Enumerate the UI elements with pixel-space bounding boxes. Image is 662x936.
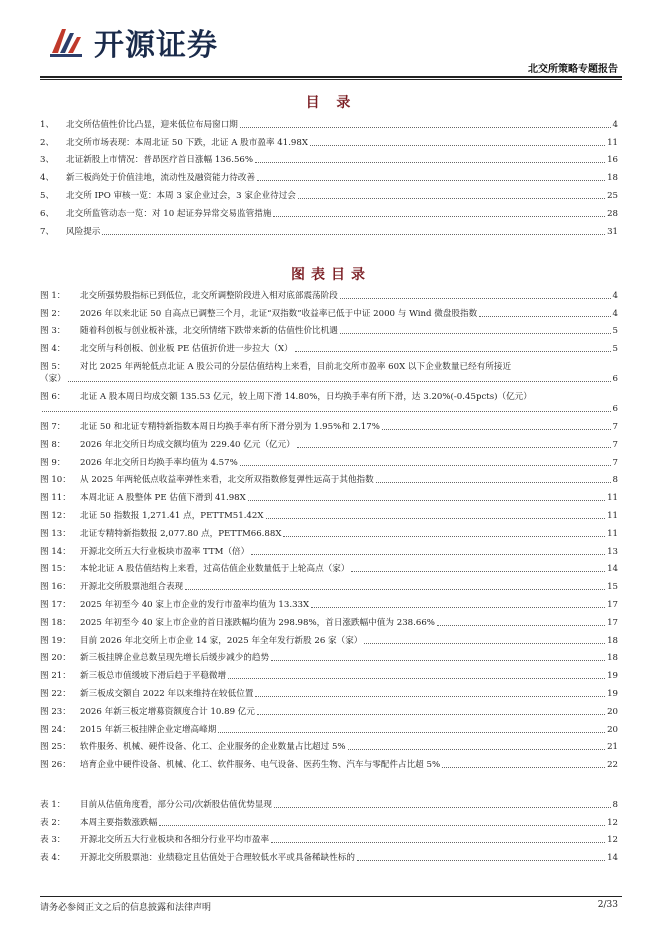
toc-entry[interactable] <box>40 558 618 576</box>
table-list <box>40 793 618 864</box>
entry-title: 开源北交所五大行业板块和各细分行业平均市盈率 <box>80 835 270 846</box>
entry-page: 11 <box>607 493 618 504</box>
header-divider-thin <box>40 79 622 80</box>
brand-logo <box>46 20 218 64</box>
entry-number: 图 2： <box>40 308 66 319</box>
entry-title-continued: （家） <box>40 374 66 385</box>
entry-page: 12 <box>607 835 618 846</box>
entry-page: 31 <box>607 226 618 237</box>
entry-page: 8 <box>612 799 618 810</box>
entry-title: 对比 2025 年两轮低点北证 A 股公司的分层估值结构上来看，目前北交所市盈率 60X 以下企业数量已经有所接近 <box>80 362 512 373</box>
entry-number: 图 1： <box>40 290 66 301</box>
entry-number: 图 24： <box>40 724 71 735</box>
entry-page: 18 <box>607 173 618 184</box>
entry-page: 11 <box>607 137 618 148</box>
toc-list <box>40 113 618 238</box>
entry-title: 北证 A 股本周日均成交额 135.53 亿元，较上周下滑 14.80%，日均换手率有所下滑，达 3.20%(-0.45pcts)（亿元） <box>80 392 532 403</box>
entry-title: 北交所 IPO 审核一览：本周 3 家企业过会，3 家企业待过会 <box>66 190 296 201</box>
entry-page: 14 <box>607 853 618 864</box>
toc-entry[interactable] <box>40 593 618 611</box>
dot-leader <box>357 860 605 861</box>
entry-title: 新三板总市值缓坡下滑后趋于平稳微增 <box>80 671 227 682</box>
entry-number: 图 17： <box>40 599 71 610</box>
figure-list-title: 图表目录 <box>291 267 371 283</box>
entry-title: 软件服务、机械、硬件设备、化工、企业服务的企业数量占比超过 5% <box>80 742 346 753</box>
entry-title: 本轮北证 A 股估值结构上来看，过高估值企业数量低于上轮高点（家） <box>80 564 350 575</box>
toc-entry[interactable] <box>40 302 618 320</box>
entry-number: 图 4： <box>40 344 66 355</box>
entry-title: 本周主要指数涨跌幅 <box>80 817 158 828</box>
entry-title: 目前 2026 年北交所上市企业 14 家，2025 年全年发行新股 26 家（家） <box>80 635 363 646</box>
dot-leader <box>295 351 611 352</box>
entry-page: 22 <box>607 760 618 771</box>
entry-number: 图 3： <box>40 326 66 337</box>
entry-title: 北交所监管动态一览：对 10 起证券异常交易监管措施 <box>66 208 272 219</box>
entry-number: 图 9： <box>40 457 66 468</box>
toc-entry[interactable] <box>40 811 618 829</box>
entry-title: 2015 年新三板挂牌企业定增高峰期 <box>80 724 217 735</box>
dot-leader <box>251 554 605 555</box>
toc-entry[interactable] <box>40 320 618 338</box>
entry-page: 12 <box>607 817 618 828</box>
dot-leader <box>228 678 605 679</box>
toc-entry[interactable] <box>40 113 618 131</box>
entry-page: 4 <box>612 290 618 301</box>
footer-divider <box>40 896 622 897</box>
entry-page: 7 <box>612 457 618 468</box>
entry-page: 13 <box>607 546 618 557</box>
entry-number: 图 12： <box>40 510 71 521</box>
entry-number: 图 19： <box>40 635 71 646</box>
toc-entry[interactable] <box>40 718 618 736</box>
entry-number: 图 8： <box>40 439 66 450</box>
dot-leader <box>271 660 605 661</box>
toc-entry[interactable] <box>40 846 618 864</box>
entry-page: 15 <box>607 582 618 593</box>
entry-title: 开源北交所股票池：业绩稳定且估值处于合理较低水平或具备稀缺性标的 <box>80 853 356 864</box>
entry-number: 图 21： <box>40 671 71 682</box>
report-type-label: 北交所策略专题报告 <box>528 64 618 75</box>
toc-entry[interactable] <box>40 415 618 433</box>
dot-leader <box>283 536 605 537</box>
entry-title: 北证 50 指数报 1,271.41 点，PETTM51.42X <box>80 510 264 521</box>
entry-title: 风险提示 <box>66 226 101 237</box>
dot-leader <box>255 696 605 697</box>
entry-title: 培育企业中硬件设备、机械、化工、软件服务、电气设备、医药生物、汽车与零配件占比超 5% <box>80 760 441 771</box>
entry-number: 图 13： <box>40 528 71 539</box>
toc-entry[interactable] <box>40 575 618 593</box>
entry-number: 图 10： <box>40 475 71 486</box>
entry-page: 5 <box>612 344 618 355</box>
toc-entry[interactable] <box>40 753 618 771</box>
entry-page: 4 <box>612 119 618 130</box>
dot-leader <box>102 234 605 235</box>
toc-entry[interactable] <box>40 220 618 238</box>
figure-list <box>40 284 618 771</box>
toc-entry[interactable] <box>40 284 618 302</box>
entry-number: 图 15： <box>40 564 71 575</box>
entry-title: 北证 50 和北证专精特新指数本周日均换手率有所下滑分别为 1.95%和 2.17% <box>80 421 380 432</box>
dot-leader <box>159 825 605 826</box>
toc-entry[interactable] <box>40 793 618 811</box>
dot-leader <box>248 500 605 501</box>
dot-leader <box>376 482 611 483</box>
entry-number: 图 14： <box>40 546 71 557</box>
dot-leader <box>271 842 605 843</box>
entry-number: 图 5： <box>40 362 66 373</box>
entry-number: 表 1： <box>40 799 66 810</box>
entry-title: 北证新股上市情况：普昂医疗首日涨幅 136.56% <box>66 155 254 166</box>
entry-title: 新三板挂牌企业总数呈现先增长后缓步减少的趋势 <box>80 653 270 664</box>
entry-page: 21 <box>607 742 618 753</box>
entry-page: 18 <box>607 653 618 664</box>
entry-page: 7 <box>612 421 618 432</box>
kaiyuan-logo-icon <box>46 23 88 61</box>
entry-title: 新三板尚处于价值洼地，流动性及融资能力待改善 <box>66 173 256 184</box>
toc-entry[interactable] <box>40 385 618 415</box>
dot-leader <box>273 216 605 217</box>
entry-page: 20 <box>607 724 618 735</box>
dot-leader <box>479 316 610 317</box>
toc-entry[interactable] <box>40 337 618 355</box>
toc-entry[interactable] <box>40 451 618 469</box>
dot-leader <box>274 807 611 808</box>
entry-page: 5 <box>612 326 618 337</box>
dot-leader <box>240 465 611 466</box>
toc-entry[interactable] <box>40 682 618 700</box>
entry-page: 28 <box>607 208 618 219</box>
entry-title: 新三板成交额自 2022 年以来维持在较低位置 <box>80 688 254 699</box>
dot-leader <box>257 714 605 715</box>
dot-leader <box>437 625 605 626</box>
entry-number: 3、 <box>40 155 55 166</box>
entry-title: 北交所市场表现：本周北证 50 下跌，北证 A 股市盈率 41.98X <box>66 137 308 148</box>
entry-title: 2026 年新三板定增募资额度合计 10.89 亿元 <box>80 706 255 717</box>
footer-disclaimer: 请务必参阅正文之后的信息披露和法律声明 <box>40 903 212 913</box>
entry-title: 北证专精特新指数报 2,077.80 点，PETTM66.88X <box>80 528 282 539</box>
entry-page: 20 <box>607 706 618 717</box>
entry-title: 从 2025 年两轮低点收益率弹性来看，北交所双指数修复弹性远高于其他指数 <box>80 475 374 486</box>
page-number: 2/33 <box>597 900 618 910</box>
entry-title: 北交所估值性价比凸显，迎来低位布局窗口期 <box>66 119 238 130</box>
entry-title: 本周北证 A 股整体 PE 估值下滑到 41.98X <box>80 493 246 504</box>
dot-leader <box>255 162 605 163</box>
brand-name: 开源证券 <box>94 28 218 63</box>
entry-title: 2025 年初至今 40 家上市企业的首日涨跌幅均值为 298.98%，首日涨跌幅中值为 238.66% <box>80 617 435 628</box>
toc-entry[interactable] <box>40 355 618 385</box>
toc-title: 目 录 <box>305 95 357 111</box>
entry-number: 图 11： <box>40 493 71 504</box>
entry-page: 18 <box>607 635 618 646</box>
dot-leader <box>348 749 605 750</box>
toc-entry[interactable] <box>40 149 618 167</box>
entry-page: 19 <box>607 688 618 699</box>
entry-page: 6 <box>612 404 618 415</box>
toc-entry[interactable] <box>40 166 618 184</box>
entry-number: 2、 <box>40 137 55 148</box>
toc-entry[interactable] <box>40 629 618 647</box>
toc-entry[interactable] <box>40 829 618 847</box>
entry-title: 2025 年初至今 40 家上市企业的发行市盈率均值为 13.33X <box>80 599 310 610</box>
dot-leader <box>42 411 611 412</box>
dot-leader <box>311 607 605 608</box>
entry-page: 19 <box>607 671 618 682</box>
entry-number: 图 20： <box>40 653 71 664</box>
entry-number: 图 22： <box>40 688 71 699</box>
toc-entry[interactable] <box>40 611 618 629</box>
dot-leader <box>351 571 605 572</box>
toc-entry[interactable] <box>40 736 618 754</box>
toc-entry[interactable] <box>40 131 618 149</box>
entry-title: 目前从估值角度看，部分公司/次新股估值优势显现 <box>80 799 272 810</box>
dot-leader <box>240 127 611 128</box>
dot-leader <box>340 298 611 299</box>
dot-leader <box>310 145 605 146</box>
entry-number: 图 23： <box>40 706 71 717</box>
entry-number: 图 26： <box>40 760 71 771</box>
entry-number: 图 25： <box>40 742 71 753</box>
dot-leader <box>340 333 611 334</box>
toc-entry[interactable] <box>40 433 618 451</box>
dot-leader <box>364 643 605 644</box>
header-divider <box>40 76 622 78</box>
entry-number: 4、 <box>40 173 55 184</box>
entry-page: 17 <box>607 599 618 610</box>
entry-number: 图 18： <box>40 617 71 628</box>
entry-number: 表 4： <box>40 853 66 864</box>
entry-number: 图 16： <box>40 582 71 593</box>
entry-title: 2026 年北交所日均成交额均值为 229.40 亿元（亿元） <box>80 439 295 450</box>
entry-page: 8 <box>612 475 618 486</box>
entry-page: 16 <box>607 155 618 166</box>
entry-title: 2026 年北交所日均换手率均值为 4.57% <box>80 457 238 468</box>
dot-leader <box>185 589 605 590</box>
dot-leader <box>218 732 605 733</box>
entry-page: 4 <box>612 308 618 319</box>
toc-entry[interactable] <box>40 184 618 202</box>
entry-page: 25 <box>607 190 618 201</box>
entry-number: 表 3： <box>40 835 66 846</box>
dot-leader <box>442 767 605 768</box>
entry-title: 随着科创板与创业板补涨，北交所情绪下跌带来新的估值性价比机遇 <box>80 326 338 337</box>
dot-leader <box>298 198 605 199</box>
entry-page: 14 <box>607 564 618 575</box>
entry-number: 5、 <box>40 190 55 201</box>
entry-page: 17 <box>607 617 618 628</box>
entry-title: 开源北交所股票池组合表现 <box>80 582 184 593</box>
toc-entry[interactable] <box>40 202 618 220</box>
toc-entry[interactable] <box>40 700 618 718</box>
toc-entry[interactable] <box>40 504 618 522</box>
entry-page: 6 <box>612 374 618 385</box>
dot-leader <box>257 180 605 181</box>
toc-entry[interactable] <box>40 664 618 682</box>
toc-entry[interactable] <box>40 522 618 540</box>
entry-title: 2026 年以来北证 50 自高点已调整三个月，北证“双指数”收益率已低于中证 2000 与 Wind 微盘股指数 <box>80 308 478 319</box>
toc-entry[interactable] <box>40 486 618 504</box>
toc-entry[interactable] <box>40 540 618 558</box>
entry-number: 7、 <box>40 226 55 237</box>
entry-title: 开源北交所五大行业板块市盈率 TTM（倍） <box>80 546 250 557</box>
dot-leader <box>68 381 611 382</box>
entry-number: 1、 <box>40 119 55 130</box>
entry-number: 图 7： <box>40 421 66 432</box>
dot-leader <box>382 429 611 430</box>
entry-title: 北交所与科创板、创业板 PE 估值折价进一步拉大（X） <box>80 344 293 355</box>
dot-leader <box>266 518 606 519</box>
entry-number: 6、 <box>40 208 55 219</box>
entry-page: 11 <box>607 510 618 521</box>
toc-entry[interactable] <box>40 647 618 665</box>
entry-title: 北交所强势股指标已到低位，北交所调整阶段进入相对底部震荡阶段 <box>80 290 338 301</box>
dot-leader <box>297 447 611 448</box>
toc-entry[interactable] <box>40 469 618 487</box>
entry-page: 11 <box>607 528 618 539</box>
entry-number: 表 2： <box>40 817 66 828</box>
entry-page: 7 <box>612 439 618 450</box>
entry-number: 图 6： <box>40 392 66 403</box>
